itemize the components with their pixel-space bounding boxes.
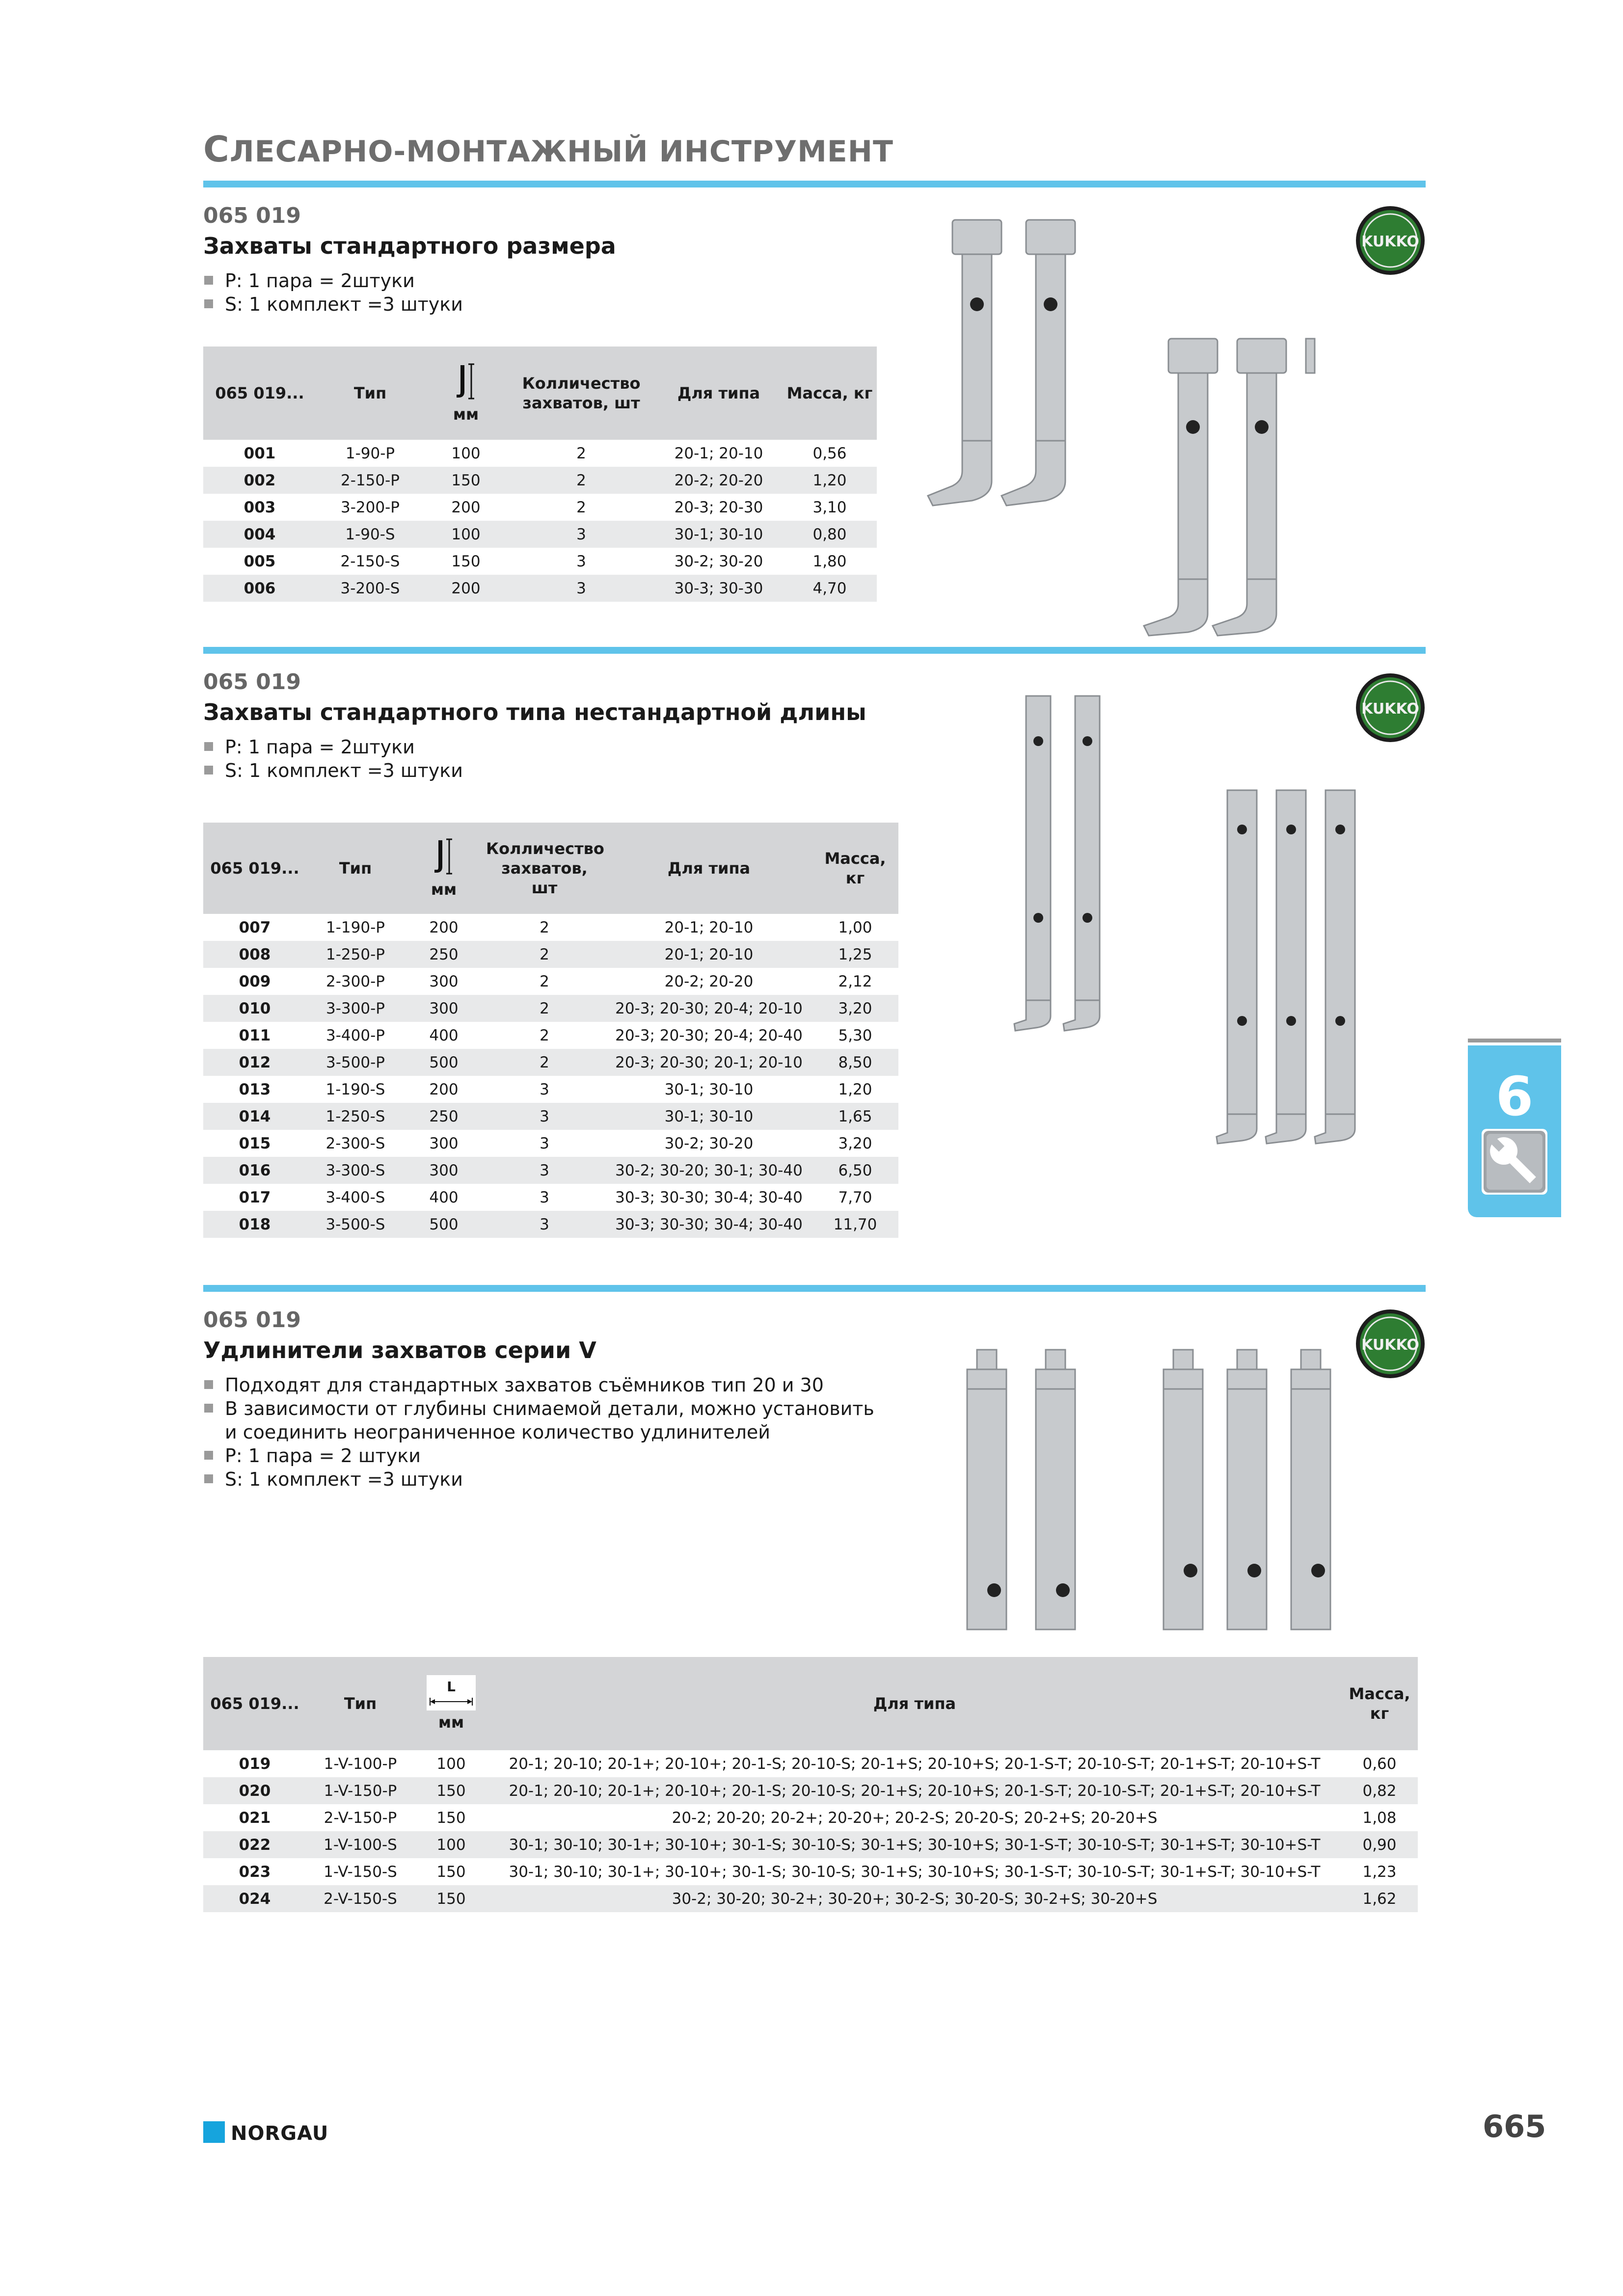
long-jaws-image [1011,692,1365,1148]
table-cell: 2-300-S [306,1130,405,1157]
table-cell: 2 [508,494,655,521]
table-cell: 3 [508,575,655,602]
table-cell: 20-2; 20-20 [606,968,812,995]
table-row [203,1858,1418,1885]
table-cell: 200 [424,575,508,602]
table-row [203,494,877,521]
table-cell: 004 [203,521,316,548]
table-cell: 018 [203,1211,306,1238]
bullet-item: S: 1 комплект =3 штуки [203,1468,874,1491]
brand-square-icon [203,2121,225,2143]
jaw-length-icon [432,837,456,877]
table-cell: 0,80 [783,521,877,548]
table-cell: 400 [405,1184,483,1211]
table-header-row [203,823,898,914]
table-cell: 2-300-P [306,968,405,995]
table-cell: 30-1; 30-10; 30-1+; 30-10+; 30-1-S; 30-10-S; 30-1+S; 30-10+S; 30-1-S-T; 30-10-S-T; 30-1+S-T; 30-10+S-T [488,1858,1341,1885]
table-cell: 20-2; 20-20 [655,467,783,494]
table-cell: 500 [405,1049,483,1076]
bullet-item: P: 1 пара = 2 штуки [203,1444,874,1468]
table-cell: 30-1; 30-10 [606,1103,812,1130]
table-cell: 250 [405,1103,483,1130]
table-cell: 015 [203,1130,306,1157]
table-cell: 3 [483,1103,606,1130]
table-header-row [203,1657,1418,1750]
bullet-item: S: 1 комплект =3 штуки [203,759,463,782]
footer-brand: NORGAU [231,2122,329,2145]
svg-text:KUKKO: KUKKO [1361,1336,1419,1354]
table-cell: 1,65 [812,1103,898,1130]
table-cell: 200 [424,494,508,521]
table-cell: 20-3; 20-30; 20-1; 20-10 [606,1049,812,1076]
table-row [203,1157,898,1184]
table-cell: 150 [414,1885,488,1912]
table-cell: 300 [405,1130,483,1157]
table-cell: 3-200-S [316,575,424,602]
table-cell: 5,30 [812,1022,898,1049]
table-cell: 3,20 [812,995,898,1022]
table-cell: 20-1; 20-10 [655,440,783,467]
table-cell: 1-90-P [316,440,424,467]
table-cell: 100 [414,1750,488,1777]
table-cell: 20-2; 20-20; 20-2+; 20-20+; 20-2-S; 20-20-S; 20-2+S; 20-20+S [488,1804,1341,1831]
table-cell: 30-1; 30-10; 30-1+; 30-10+; 30-1-S; 30-10-S; 30-1+S; 30-10+S; 30-1-S-T; 30-10-S-T; 30-1+S-T; 30-10+S-T [488,1831,1341,1858]
table-cell: 1-V-100-S [306,1831,414,1858]
table-row [203,1211,898,1238]
section-rule [203,1285,1426,1292]
table-cell: 2 [483,941,606,968]
table-row [203,575,877,602]
bullet-item: и соединить неограниченное количество удлинителей [225,1421,770,1443]
col-header-length: мм [405,823,483,914]
table-cell: 022 [203,1831,306,1858]
table-cell: 1-V-150-S [306,1858,414,1885]
table-cell: 20-1; 20-10; 20-1+; 20-10+; 20-1-S; 20-10-S; 20-1+S; 20-10+S; 20-1-S-T; 20-10-S-T; 20-1+S-T; 20-10+S-T [488,1777,1341,1804]
table-cell: 2 [483,1022,606,1049]
table-cell: 30-3; 30-30; 30-4; 30-40 [606,1184,812,1211]
section-bullets [203,735,463,782]
table-row [203,1103,898,1130]
table-cell: 1-250-S [306,1103,405,1130]
table-cell: 1-V-100-P [306,1750,414,1777]
table-cell: 1-250-P [306,941,405,968]
bullet-item: P: 1 пара = 2штуки [203,269,463,293]
table-cell: 023 [203,1858,306,1885]
table-cell: 3 [508,548,655,575]
table-cell: 014 [203,1103,306,1130]
col-header: Для типа [655,347,783,440]
table-cell: 150 [414,1804,488,1831]
table-cell: 150 [424,548,508,575]
table-row [203,1885,1418,1912]
table-cell: 1,20 [812,1076,898,1103]
table-cell: 20-1; 20-10; 20-1+; 20-10+; 20-1-S; 20-10-S; 20-1+S; 20-10+S; 20-1-S-T; 20-10-S-T; 20-1+S-T; 20-10+S-T [488,1750,1341,1777]
table-cell: 100 [424,521,508,548]
table-cell: 1,23 [1341,1858,1418,1885]
table-cell: 2 [483,1049,606,1076]
chapter-tab-line [1468,1039,1561,1042]
table-cell: 0,56 [783,440,877,467]
kukko-logo [1355,1308,1426,1379]
svg-text:KUKKO: KUKKO [1361,233,1419,250]
col-header-length: мм [424,347,508,440]
col-header: 065 019... [203,823,306,914]
table-cell: 2-150-P [316,467,424,494]
table-cell: 010 [203,995,306,1022]
table-cell: 1,25 [812,941,898,968]
table-cell: 3 [483,1076,606,1103]
table-cell: 20-1; 20-10 [606,914,812,941]
table-cell: 007 [203,914,306,941]
table-cell: 8,50 [812,1049,898,1076]
table-cell: 30-3; 30-30 [655,575,783,602]
extensions-image [952,1345,1355,1639]
table-cell: 30-2; 30-20 [606,1130,812,1157]
table-row [203,440,877,467]
section-code: 065 019 [203,203,301,228]
table-row [203,1184,898,1211]
table-cell: 024 [203,1885,306,1912]
table-cell: 30-2; 30-20 [655,548,783,575]
wrench-icon [1482,1129,1547,1195]
section-bullets [203,269,463,316]
table-cell: 1,20 [783,467,877,494]
col-header: Тип [306,1657,414,1750]
page-title: СЛЕСАРНО-МОНТАЖНЫЙ ИНСТРУМЕНТ [203,129,893,170]
col-header-length: L мм [414,1657,488,1750]
table-cell: 1-90-S [316,521,424,548]
table-cell: 2 [483,995,606,1022]
col-header: Масса, кг [812,823,898,914]
table-cell: 1-190-P [306,914,405,941]
kukko-logo [1355,672,1426,743]
bullet-item: P: 1 пара = 2штуки [203,735,463,759]
table-row [203,1777,1418,1804]
table-cell: 021 [203,1804,306,1831]
table-cell: 3-400-P [306,1022,405,1049]
col-header: Масса, кг [783,347,877,440]
table-cell: 30-2; 30-20; 30-1; 30-40 [606,1157,812,1184]
table-cell: 017 [203,1184,306,1211]
table-row [203,521,877,548]
table-cell: 3 [508,521,655,548]
table-cell: 1,62 [1341,1885,1418,1912]
col-header: Колличество захватов, шт [483,823,606,914]
table-row [203,968,898,995]
table-cell: 100 [424,440,508,467]
table-cell: 1,08 [1341,1804,1418,1831]
col-header: 065 019... [203,347,316,440]
table-cell: 200 [405,1076,483,1103]
table-cell: 002 [203,467,316,494]
table-cell: 2-150-S [316,548,424,575]
table-row [203,1804,1418,1831]
table-cell: 3-200-P [316,494,424,521]
table-cell: 006 [203,575,316,602]
table-cell: 2-V-150-S [306,1885,414,1912]
table-cell: 001 [203,440,316,467]
table-cell: 2 [508,467,655,494]
extensions-table [203,1657,1418,1912]
bullet-item: Подходят для стандартных захватов съёмников тип 20 и 30 [203,1373,874,1397]
table-cell: 400 [405,1022,483,1049]
bullet-item: В зависимости от глубины снимаемой детали, можно установить [203,1397,874,1420]
header-rule [203,181,1426,187]
chapter-tab[interactable] [1468,1045,1561,1217]
table-cell: 0,82 [1341,1777,1418,1804]
table-cell: 30-1; 30-10 [655,521,783,548]
svg-text:KUKKO: KUKKO [1361,700,1419,718]
table-row [203,1831,1418,1858]
table-cell: 3-300-P [306,995,405,1022]
table-row [203,467,877,494]
table-cell: 150 [414,1777,488,1804]
footer-brand-logo [203,2121,331,2146]
table-cell: 3,10 [783,494,877,521]
table-cell: 300 [405,995,483,1022]
table-cell: 009 [203,968,306,995]
col-header: Тип [316,347,424,440]
table-cell: 3-500-P [306,1049,405,1076]
section-rule [203,647,1426,654]
section-title: Удлинители захватов серии V [203,1337,596,1363]
table-cell: 100 [414,1831,488,1858]
table-cell: 2 [483,914,606,941]
table-row [203,1130,898,1157]
section-code: 065 019 [203,669,301,694]
table-cell: 30-3; 30-30; 30-4; 30-40 [606,1211,812,1238]
table-row [203,995,898,1022]
table-cell: 7,70 [812,1184,898,1211]
table-row [203,1022,898,1049]
length-label: L [447,1679,456,1695]
standard-jaws-image [923,216,1316,638]
col-header: 065 019... [203,1657,306,1750]
table-cell: 20-3; 20-30 [655,494,783,521]
bullet-item: S: 1 комплект =3 штуки [203,293,463,316]
jaws-long-table [203,823,898,1238]
table-cell: 300 [405,968,483,995]
length-arrow-icon [429,1697,473,1707]
table-cell: 150 [414,1858,488,1885]
table-cell: 0,90 [1341,1831,1418,1858]
table-cell: 30-2; 30-20; 30-2+; 30-20+; 30-2-S; 30-20-S; 30-2+S; 30-20+S [488,1885,1341,1912]
table-cell: 1-V-150-P [306,1777,414,1804]
table-cell: 3-400-S [306,1184,405,1211]
table-cell: 3,20 [812,1130,898,1157]
table-cell: 150 [424,467,508,494]
table-cell: 2,12 [812,968,898,995]
table-cell: 250 [405,941,483,968]
chapter-number: 6 [1495,1065,1534,1128]
table-cell: 500 [405,1211,483,1238]
table-cell: 2-V-150-P [306,1804,414,1831]
table-cell: 012 [203,1049,306,1076]
table-row [203,1750,1418,1777]
table-cell: 005 [203,548,316,575]
jaws-standard-table [203,347,877,602]
table-cell: 3-300-S [306,1157,405,1184]
table-cell: 1,00 [812,914,898,941]
table-cell: 013 [203,1076,306,1103]
table-row [203,914,898,941]
table-header-row [203,347,877,440]
table-cell: 200 [405,914,483,941]
col-header: Колличество захватов, шт [508,347,655,440]
table-cell: 0,60 [1341,1750,1418,1777]
table-cell: 6,50 [812,1157,898,1184]
jaw-length-icon [454,362,478,401]
col-header: Для типа [488,1657,1341,1750]
table-cell: 20-3; 20-30; 20-4; 20-40 [606,1022,812,1049]
table-cell: 20-3; 20-30; 20-4; 20-10 [606,995,812,1022]
table-cell: 020 [203,1777,306,1804]
table-cell: 20-1; 20-10 [606,941,812,968]
section-title: Захваты стандартного типа нестандартной длины [203,699,866,725]
col-header: Масса, кг [1341,1657,1418,1750]
table-cell: 1-190-S [306,1076,405,1103]
section-bullets [203,1373,874,1491]
table-cell: 3 [483,1157,606,1184]
table-cell: 008 [203,941,306,968]
table-cell: 019 [203,1750,306,1777]
table-row [203,1076,898,1103]
table-row [203,548,877,575]
col-header: Для типа [606,823,812,914]
table-cell: 4,70 [783,575,877,602]
table-cell: 003 [203,494,316,521]
table-cell: 3 [483,1211,606,1238]
table-cell: 1,80 [783,548,877,575]
table-cell: 016 [203,1157,306,1184]
table-cell: 3 [483,1184,606,1211]
table-cell: 11,70 [812,1211,898,1238]
section-code: 065 019 [203,1308,301,1333]
table-row [203,1049,898,1076]
table-cell: 30-1; 30-10 [606,1076,812,1103]
table-cell: 3-500-S [306,1211,405,1238]
page-number: 665 [1483,2109,1546,2144]
section-title: Захваты стандартного размера [203,233,616,259]
table-row [203,941,898,968]
table-cell: 2 [508,440,655,467]
table-cell: 011 [203,1022,306,1049]
col-header: Тип [306,823,405,914]
table-cell: 2 [483,968,606,995]
table-cell: 3 [483,1130,606,1157]
kukko-logo [1355,205,1426,276]
table-cell: 300 [405,1157,483,1184]
